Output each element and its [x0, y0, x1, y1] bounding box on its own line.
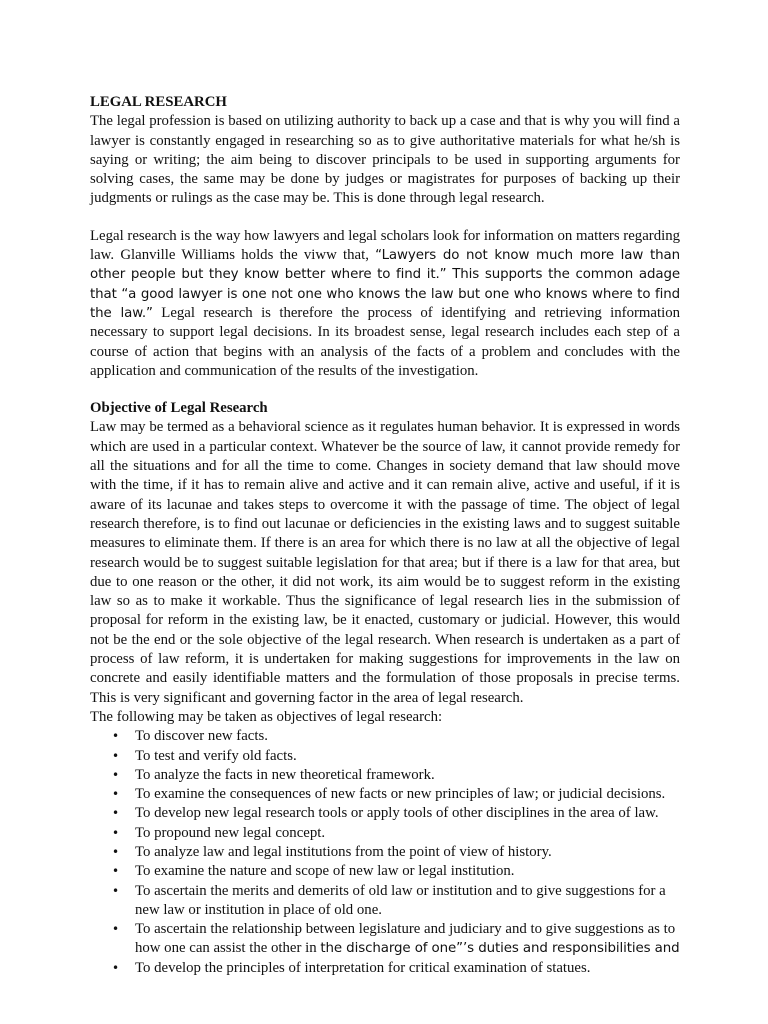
bullet-icon: •: [112, 729, 120, 744]
bullet-icon: •: [112, 767, 120, 782]
list-item-text: To ascertain the merits and demerits of old law or institution and to give suggestions for a new law or institution in place of old one.: [135, 882, 666, 918]
objective-paragraph: Law may be termed as a behavioral science as it regulates human behavior. It is expressed in words which are used in a particular context. Whatever be the source of law, it cannot provide remedy for all the situations and for all the time to come. Changes in society demand that law should move with the time, if it has to remain alive and active and it can remain alive, active and useful, if it is aware of its lacunae and takes steps to overcome it with the passage of time. The object of legal research therefore, is to find out lacunae or deficiencies in the existing laws and to suggest suitable measures to eliminate them. If there is an area for which there is no law at all the objective of legal research would be to suggest suitable legislation for that area; but if there is a law for that area, but due to one reason or the other, it did not work, its aim would be to suggest reform in the existing law so as to make it workable. Thus the significance of legal research lies in the submission of proposal for reform in the existing law, be it enacted, customary or judicial. However, this would not be the end or the sole objective of the legal research. When research is undertaken as a part of process of law reform, it is undertaken for making suggestions for improvements in the law on concrete and easily identifiable matters and the formulation of those proposals in precise terms. This is very significant and governing factor in the area of legal research.: [90, 419, 680, 706]
document-title: LEGAL RESEARCH: [90, 94, 227, 110]
intro-paragraph: The legal profession is based on utilizing authority to back up a case and that is why you will find a lawyer is constantly engaged in researching so as to give authoritative materials for what he/sh is saying or writing; the aim being to discover principals to be used in supporting arguments for solving cases, the same may be done by judges or magistrates for purposes of backing up their judgments or rulings as the case may be. This is done through legal research.: [90, 113, 680, 207]
paragraph-gap: [90, 381, 680, 399]
list-item: [90, 766, 680, 785]
bullet-icon: •: [112, 883, 120, 898]
list-item: [90, 804, 680, 823]
list-item-text: To analyze the facts in new theoretical framework.: [135, 766, 435, 783]
list-item: [90, 862, 680, 881]
definition-text-part2: Legal research is therefore the process of identifying and retrieving information necessary to support legal decisions. In its broadest sense, legal research includes each step of a course of action that begins with an analysis of the facts of a problem and concludes with the application and communication of the results of the investigation.: [90, 304, 680, 379]
bullet-icon: •: [112, 960, 120, 975]
list-item: [90, 824, 680, 843]
list-item-text: To develop new legal research tools or apply tools of other disciplines in the area of law.: [135, 805, 659, 822]
list-item-text: To examine the consequences of new facts or new principles of law; or judicial decisions.: [135, 786, 666, 803]
bullet-icon: •: [112, 806, 120, 821]
definition-paragraph: [90, 227, 680, 381]
list-item: [90, 727, 680, 746]
list-item: [90, 785, 680, 804]
bullet-icon: •: [112, 864, 120, 879]
objectives-list: [90, 727, 680, 978]
bullet-icon: •: [112, 922, 120, 937]
list-item-text: To propound new legal concept.: [135, 824, 326, 841]
list-item-text: To ascertain the relationship between legislature and judiciary and to give suggestions as to how one can assist the other in: [135, 921, 676, 957]
bullet-icon: •: [112, 825, 120, 840]
list-item: [90, 959, 680, 978]
list-item: [90, 747, 680, 766]
list-item: [90, 920, 680, 959]
list-item-text: To test and verify old facts.: [135, 747, 297, 764]
list-item-text-tail: the discharge of one”’s duties and responsibilities and: [320, 941, 680, 957]
objectives-list-intro: The following may be taken as objectives of legal research:: [90, 708, 443, 725]
paragraph-gap: [90, 209, 680, 227]
list-item-text: To examine the nature and scope of new law or legal institution.: [135, 863, 515, 880]
list-item-text: To discover new facts.: [135, 728, 268, 745]
bullet-icon: •: [112, 844, 120, 859]
definition-text-part1: Legal research is the way how lawyers and legal scholars look for information on matters regarding law. Glanville Williams holds the viww that,: [90, 227, 680, 264]
bullet-icon: •: [112, 787, 120, 802]
williams-quote: “Lawyers do not know much more law than other people but they know better where to find it.” This supports the common adage that “a good lawyer is one not one who knows the law but one who knows where to find the law.”: [90, 248, 680, 321]
list-item-text: To analyze law and legal institutions from the point of view of history.: [135, 843, 552, 860]
list-item: [90, 882, 680, 921]
list-item: [90, 843, 680, 862]
objective-heading: Objective of Legal Research: [90, 400, 268, 417]
bullet-icon: •: [112, 748, 120, 763]
list-item-text: To develop the principles of interpretation for critical examination of statues.: [135, 959, 591, 976]
